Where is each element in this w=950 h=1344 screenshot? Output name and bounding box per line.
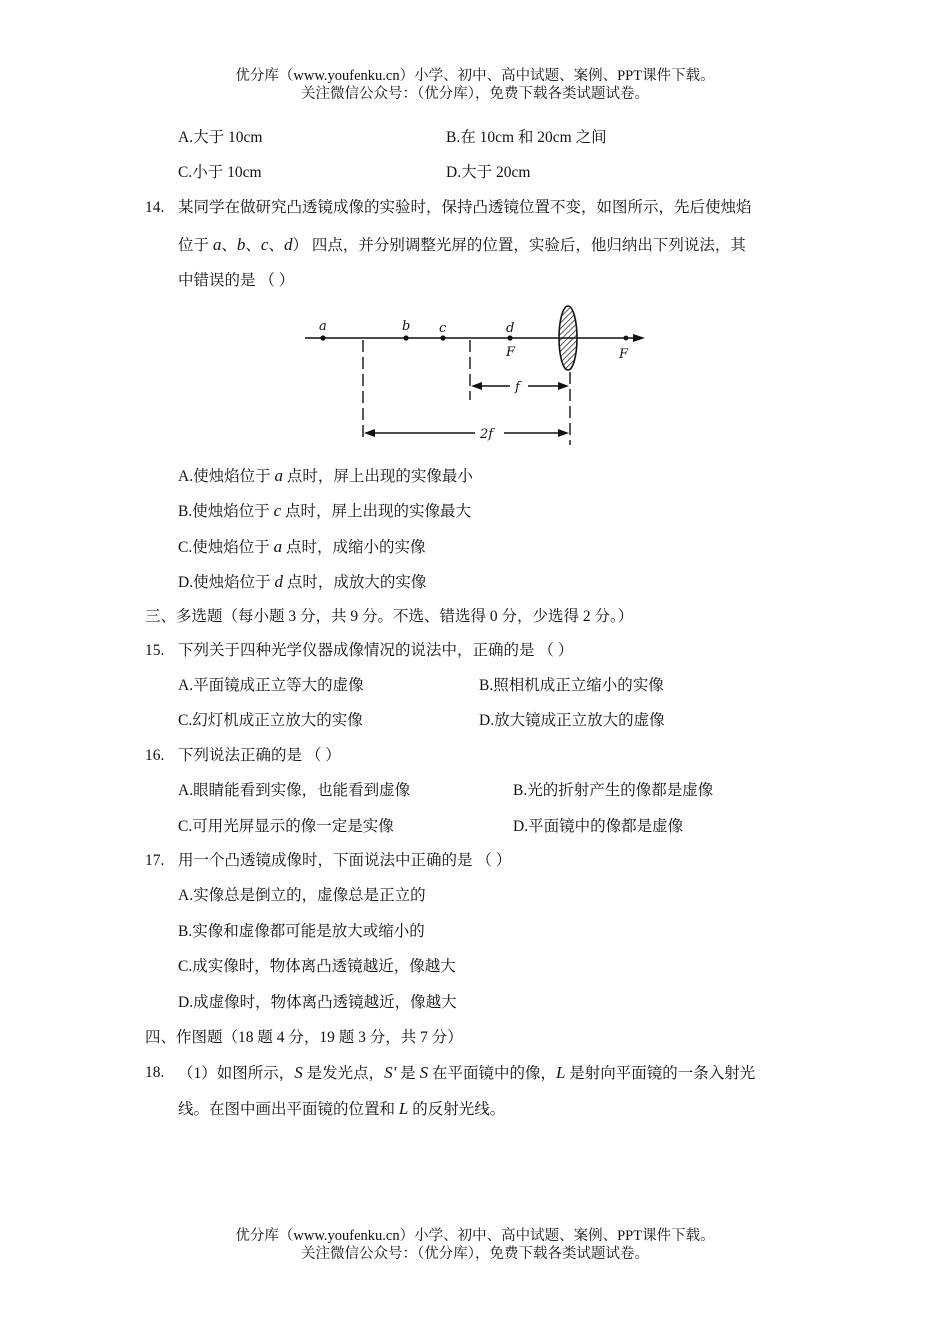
- q14-sep-1: 、: [221, 237, 237, 254]
- section-4-heading: 四、作图题（18 题 4 分，19 题 3 分，共 7 分）: [145, 1029, 463, 1046]
- q16-option-a: A.眼睛能看到实像，也能看到虚像: [178, 782, 411, 799]
- q14-option-a-post: 点时，屏上出现的实像最小: [282, 468, 473, 485]
- q18-var-l-2: L: [398, 1099, 409, 1118]
- focus-right-dot: [624, 336, 629, 341]
- q14-sep-3: 、: [268, 237, 284, 254]
- two-f-arrowhead-left-icon: [364, 429, 375, 437]
- q14-option-d-var: d: [274, 572, 283, 591]
- q18-t3: 在平面镜中的像，: [428, 1065, 556, 1082]
- q18-line2-post: 的反射光线。: [408, 1101, 506, 1118]
- q14-var-b: b: [236, 235, 246, 254]
- q14-option-c-var: a: [273, 537, 283, 556]
- point-d-label: d: [506, 321, 515, 336]
- lens-diagram: [300, 300, 650, 450]
- q14-line2-post: ） 四点，并分别调整光屏的位置，实验后，他归纳出下列说法，其: [292, 237, 746, 254]
- footer-line-1: 优分库（www.youfenku.cn）小学、初中、高中试题、案例、PPT课件下载。: [235, 1228, 715, 1244]
- q15-number: 15.: [145, 642, 165, 659]
- point-c-dot: [440, 335, 445, 340]
- q18-var-s-prime: S': [384, 1063, 397, 1082]
- q16-option-d: D.平面镜中的像都是虚像: [513, 818, 684, 835]
- q14-var-d: d: [283, 235, 293, 254]
- q14-sep-2: 、: [245, 237, 261, 254]
- two-f-arrowhead-right-icon: [558, 429, 569, 437]
- q15-option-d: D.放大镜成正立放大的虚像: [479, 712, 665, 729]
- q18-var-s-2: S: [419, 1063, 429, 1082]
- q16-option-c: C.可用光屏显示的像一定是实像: [178, 818, 394, 835]
- q18-line-2: [178, 1099, 505, 1120]
- q18-t1: 是发光点，: [302, 1065, 385, 1082]
- q14-var-a: a: [212, 235, 222, 254]
- point-a-dot: [320, 335, 325, 340]
- q17-option-d: D.成虚像时，物体离凸透镜越近，像越大: [178, 994, 457, 1011]
- q16-stem: 下列说法正确的是 （ ）: [178, 747, 341, 764]
- q14-option-c: [178, 537, 425, 558]
- q14-stem-line-3: 中错误的是 （ ）: [178, 272, 295, 289]
- q14-option-a-pre: A.使烛焰位于: [178, 468, 275, 485]
- q17-option-c: C.成实像时，物体离凸透镜越近，像越大: [178, 958, 456, 975]
- q17-number: 17.: [145, 852, 165, 869]
- f-arrowhead-left-icon: [471, 382, 482, 390]
- q18-line-1: [178, 1063, 755, 1084]
- point-d-dot: [507, 335, 512, 340]
- section-3-heading: 三、多选题（每小题 3 分，共 9 分。不选、错选得 0 分，少选得 2 分。）: [145, 608, 634, 625]
- two-f-label: 2f: [480, 427, 494, 442]
- f-label: f: [515, 380, 520, 395]
- q14-stem-line-2: [178, 235, 746, 256]
- point-c-label: c: [439, 321, 447, 336]
- q18-t4: 是射向平面镜的一条入射光: [565, 1065, 756, 1082]
- q14-option-b-post: 点时，屏上出现的实像最大: [281, 503, 472, 520]
- q14-option-c-pre: C.使烛焰位于: [178, 539, 274, 556]
- point-a-label: a: [319, 319, 327, 334]
- q15-option-c: C.幻灯机成正立放大的实像: [178, 712, 363, 729]
- q15-option-b: B.照相机成正立缩小的实像: [479, 677, 664, 694]
- footer-line-2: 关注微信公众号：（优分库），免费下载各类试题试卷。: [301, 1246, 649, 1262]
- q18-number: 18.: [145, 1064, 165, 1081]
- q15-stem: 下列关于四种光学仪器成像情况的说法中，正确的是 （ ）: [178, 642, 574, 659]
- q14-var-c: c: [260, 235, 269, 254]
- q14-option-d-post: 点时，成放大的实像: [282, 574, 427, 591]
- q14-line2-pre: 位于: [178, 237, 213, 254]
- q16-option-b: B.光的折射产生的像都是虚像: [513, 782, 714, 799]
- focus-right-label: F: [619, 347, 629, 362]
- q13-option-a: A.大于 10cm: [178, 129, 263, 146]
- q14-option-c-post: 点时，成缩小的实像: [282, 539, 426, 556]
- q14-option-a-var: a: [274, 466, 283, 485]
- q13-option-c: C.小于 10cm: [178, 164, 262, 181]
- q14-option-d: [178, 572, 426, 593]
- axis-arrow-icon: [633, 334, 645, 342]
- q13-option-b: B.在 10cm 和 20cm 之间: [446, 129, 607, 146]
- q18-line2-pre: 线。在图中画出平面镜的位置和: [178, 1101, 399, 1118]
- q17-stem: 用一个凸透镜成像时，下面说法中正确的是 （ ）: [178, 852, 512, 869]
- q17-option-b: B.实像和虚像都可能是放大或缩小的: [178, 923, 425, 940]
- q17-option-a: A.实像总是倒立的，虚像总是正立的: [178, 887, 426, 904]
- q14-option-d-pre: D.使烛焰位于: [178, 574, 275, 591]
- q18-pre: （1）如图所示，: [178, 1065, 295, 1082]
- f-arrowhead-right-icon: [558, 382, 569, 390]
- header-line-1: 优分库（www.youfenku.cn）小学、初中、高中试题、案例、PPT课件下载。: [235, 68, 715, 84]
- point-b-dot: [403, 335, 408, 340]
- q14-number: 14.: [145, 199, 165, 216]
- q14-option-b-pre: B.使烛焰位于: [178, 503, 274, 520]
- q14-option-a: [178, 466, 473, 487]
- q16-number: 16.: [145, 747, 165, 764]
- q13-option-d: D.大于 20cm: [446, 164, 531, 181]
- q18-var-s: S: [294, 1063, 303, 1082]
- q14-stem-line-1: 某同学在做研究凸透镜成像的实验时，保持凸透镜位置不变，如图所示，先后使烛焰: [178, 199, 752, 216]
- q14-option-b: [178, 501, 471, 522]
- focus-left-label: F: [506, 345, 516, 360]
- q14-option-b-var: c: [273, 501, 282, 520]
- point-b-label: b: [402, 319, 411, 334]
- q15-option-a: A.平面镜成正立等大的虚像: [178, 677, 364, 694]
- convex-lens: [559, 306, 577, 370]
- header-line-2: 关注微信公众号：（优分库），免费下载各类试题试卷。: [301, 86, 649, 102]
- q18-var-l: L: [555, 1063, 566, 1082]
- q18-t2: 是: [396, 1065, 420, 1082]
